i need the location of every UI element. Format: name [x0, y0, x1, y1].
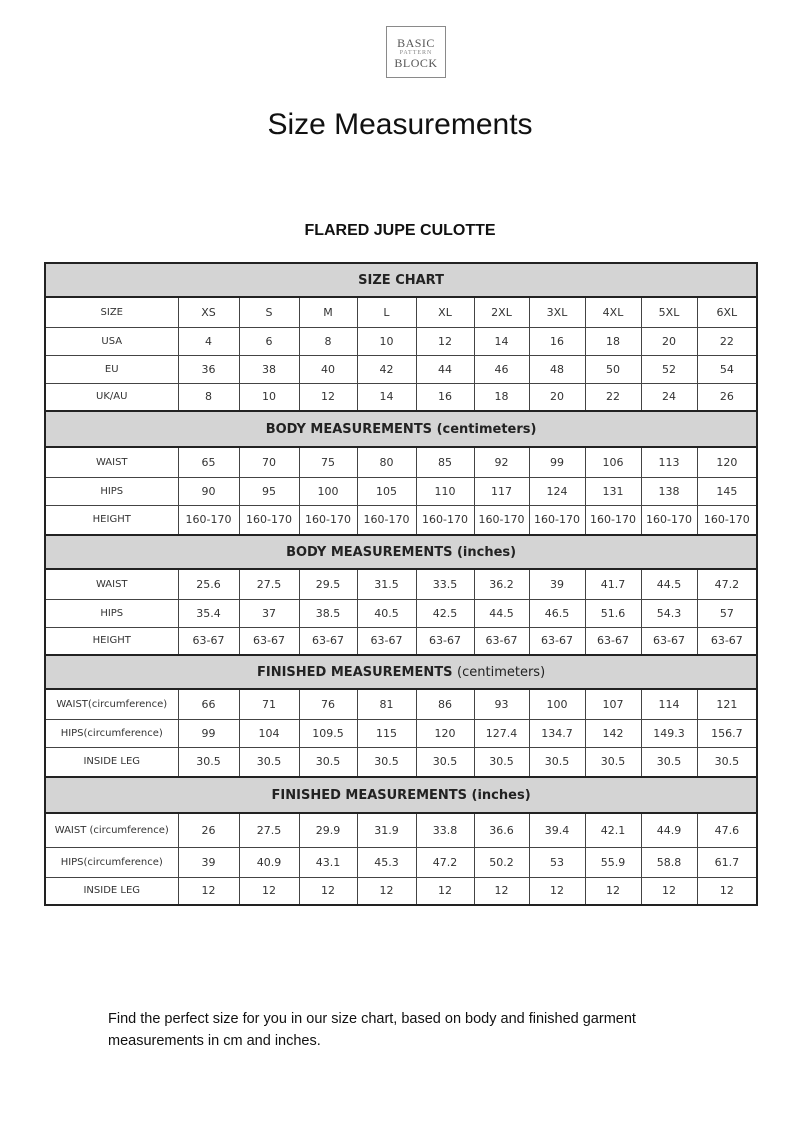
- value-cell: 47.2: [416, 847, 474, 877]
- value-cell: 51.6: [585, 599, 641, 627]
- value-cell: 50: [585, 355, 641, 383]
- row-label-cell: USA: [45, 327, 178, 355]
- value-cell: 54.3: [641, 599, 697, 627]
- row-label-cell: HIPS(circumference): [45, 719, 178, 747]
- value-cell: 107: [585, 689, 641, 719]
- value-cell: 10: [239, 383, 299, 411]
- value-cell: 92: [474, 447, 529, 477]
- value-cell: 26: [697, 383, 757, 411]
- value-cell: 31.5: [357, 569, 416, 599]
- value-cell: 61.7: [697, 847, 757, 877]
- value-cell: 71: [239, 689, 299, 719]
- value-cell: 12: [697, 877, 757, 905]
- value-cell: 121: [697, 689, 757, 719]
- value-cell: 12: [357, 877, 416, 905]
- value-cell: 30.5: [178, 747, 239, 777]
- value-cell: 145: [697, 477, 757, 505]
- value-cell: 58.8: [641, 847, 697, 877]
- value-cell: 55.9: [585, 847, 641, 877]
- value-cell: 138: [641, 477, 697, 505]
- section-title: [45, 655, 757, 689]
- value-cell: 35.4: [178, 599, 239, 627]
- value-cell: 131: [585, 477, 641, 505]
- value-cell: 160-170: [641, 505, 697, 535]
- value-cell: 90: [178, 477, 239, 505]
- footnote-text: Find the perfect size for you in our size chart, based on body and finished garment measurements in cm and inches.: [108, 1011, 636, 1049]
- value-cell: 47.2: [697, 569, 757, 599]
- value-cell: 93: [474, 689, 529, 719]
- value-cell: 22: [585, 383, 641, 411]
- section-header-body-in: [45, 535, 757, 569]
- value-cell: 16: [529, 327, 585, 355]
- value-cell: 46.5: [529, 599, 585, 627]
- value-cell: 99: [529, 447, 585, 477]
- value-cell: 63-67: [474, 627, 529, 655]
- value-cell: 160-170: [357, 505, 416, 535]
- value-cell: 5XL: [641, 297, 697, 327]
- value-cell: 36: [178, 355, 239, 383]
- value-cell: 44.5: [474, 599, 529, 627]
- row-label-cell: WAIST: [45, 569, 178, 599]
- value-cell: 76: [299, 689, 357, 719]
- value-cell: 63-67: [178, 627, 239, 655]
- value-cell: 63-67: [529, 627, 585, 655]
- table-row: [45, 847, 757, 877]
- value-cell: 10: [357, 327, 416, 355]
- value-cell: 40.5: [357, 599, 416, 627]
- row-label-cell: WAIST (circumference): [45, 813, 178, 847]
- value-cell: 44.5: [641, 569, 697, 599]
- brand-logo: [386, 26, 446, 78]
- value-cell: 39: [529, 569, 585, 599]
- value-cell: 24: [641, 383, 697, 411]
- value-cell: 63-67: [585, 627, 641, 655]
- value-cell: 42.5: [416, 599, 474, 627]
- value-cell: 53: [529, 847, 585, 877]
- value-cell: 30.5: [529, 747, 585, 777]
- value-cell: 54: [697, 355, 757, 383]
- value-cell: 30.5: [299, 747, 357, 777]
- value-cell: 63-67: [416, 627, 474, 655]
- value-cell: 14: [357, 383, 416, 411]
- value-cell: 160-170: [178, 505, 239, 535]
- value-cell: 127.4: [474, 719, 529, 747]
- value-cell: 25.6: [178, 569, 239, 599]
- row-label-cell: INSIDE LEG: [45, 877, 178, 905]
- table-row: [45, 599, 757, 627]
- value-cell: 50.2: [474, 847, 529, 877]
- value-cell: 80: [357, 447, 416, 477]
- value-cell: M: [299, 297, 357, 327]
- value-cell: 27.5: [239, 569, 299, 599]
- value-cell: 95: [239, 477, 299, 505]
- value-cell: 109.5: [299, 719, 357, 747]
- section-title-text: FINISHED MEASUREMENTS: [257, 664, 453, 680]
- value-cell: 18: [474, 383, 529, 411]
- value-cell: 63-67: [357, 627, 416, 655]
- value-cell: 40: [299, 355, 357, 383]
- value-cell: 57: [697, 599, 757, 627]
- value-cell: 117: [474, 477, 529, 505]
- value-cell: 30.5: [697, 747, 757, 777]
- value-cell: 12: [178, 877, 239, 905]
- value-cell: 142: [585, 719, 641, 747]
- product-title: FLARED JUPE CULOTTE: [304, 222, 496, 239]
- value-cell: 12: [416, 327, 474, 355]
- row-label-cell: WAIST(circumference): [45, 689, 178, 719]
- value-cell: 105: [357, 477, 416, 505]
- value-cell: 160-170: [299, 505, 357, 535]
- value-cell: 99: [178, 719, 239, 747]
- size-measurements-table: [44, 262, 758, 906]
- value-cell: 134.7: [529, 719, 585, 747]
- value-cell: 30.5: [416, 747, 474, 777]
- value-cell: 149.3: [641, 719, 697, 747]
- value-cell: 29.9: [299, 813, 357, 847]
- value-cell: 63-67: [697, 627, 757, 655]
- value-cell: 160-170: [416, 505, 474, 535]
- value-cell: 75: [299, 447, 357, 477]
- value-cell: 38.5: [299, 599, 357, 627]
- value-cell: 100: [529, 689, 585, 719]
- table-row: [45, 477, 757, 505]
- value-cell: 8: [178, 383, 239, 411]
- value-cell: 12: [239, 877, 299, 905]
- table-row: [45, 297, 757, 327]
- value-cell: 22: [697, 327, 757, 355]
- value-cell: 12: [299, 383, 357, 411]
- table-row: [45, 447, 757, 477]
- row-label-cell: HIPS: [45, 477, 178, 505]
- row-label-cell: INSIDE LEG: [45, 747, 178, 777]
- page-title: Size Measurements: [267, 108, 533, 141]
- value-cell: 120: [697, 447, 757, 477]
- value-cell: 8: [299, 327, 357, 355]
- section-header-size-chart: [45, 263, 757, 297]
- value-cell: 86: [416, 689, 474, 719]
- value-cell: 4XL: [585, 297, 641, 327]
- logo-line-2: PATTERN: [399, 50, 433, 56]
- value-cell: 100: [299, 477, 357, 505]
- value-cell: XS: [178, 297, 239, 327]
- value-cell: 48: [529, 355, 585, 383]
- value-cell: 27.5: [239, 813, 299, 847]
- row-label-cell: EU: [45, 355, 178, 383]
- value-cell: 113: [641, 447, 697, 477]
- value-cell: 66: [178, 689, 239, 719]
- table-row: [45, 877, 757, 905]
- value-cell: XL: [416, 297, 474, 327]
- value-cell: 3XL: [529, 297, 585, 327]
- value-cell: 44: [416, 355, 474, 383]
- value-cell: 29.5: [299, 569, 357, 599]
- value-cell: 31.9: [357, 813, 416, 847]
- section-title-unit: (centimeters): [457, 664, 546, 680]
- table-row: [45, 327, 757, 355]
- value-cell: 42: [357, 355, 416, 383]
- section-title-text: FINISHED MEASUREMENTS (inches): [271, 787, 531, 803]
- value-cell: 63-67: [641, 627, 697, 655]
- value-cell: 6XL: [697, 297, 757, 327]
- value-cell: 37: [239, 599, 299, 627]
- section-header-finished-cm: [45, 655, 757, 689]
- value-cell: 39.4: [529, 813, 585, 847]
- value-cell: 16: [416, 383, 474, 411]
- table-row: [45, 689, 757, 719]
- value-cell: 4: [178, 327, 239, 355]
- row-label-cell: SIZE: [45, 297, 178, 327]
- value-cell: 12: [585, 877, 641, 905]
- value-cell: 12: [529, 877, 585, 905]
- value-cell: 160-170: [529, 505, 585, 535]
- value-cell: 124: [529, 477, 585, 505]
- value-cell: 39: [178, 847, 239, 877]
- logo-line-3: BLOCK: [394, 56, 438, 70]
- section-header-finished-in: [45, 777, 757, 813]
- table-row: [45, 383, 757, 411]
- row-label-cell: WAIST: [45, 447, 178, 477]
- value-cell: 18: [585, 327, 641, 355]
- value-cell: 41.7: [585, 569, 641, 599]
- table-row: [45, 505, 757, 535]
- value-cell: 36.2: [474, 569, 529, 599]
- section-title-text: SIZE CHART: [358, 272, 444, 288]
- value-cell: 120: [416, 719, 474, 747]
- value-cell: 70: [239, 447, 299, 477]
- value-cell: 42.1: [585, 813, 641, 847]
- value-cell: 12: [641, 877, 697, 905]
- value-cell: 106: [585, 447, 641, 477]
- value-cell: 30.5: [641, 747, 697, 777]
- value-cell: 30.5: [239, 747, 299, 777]
- value-cell: 44.9: [641, 813, 697, 847]
- value-cell: L: [357, 297, 416, 327]
- section-header-body-cm: [45, 411, 757, 447]
- value-cell: 6: [239, 327, 299, 355]
- value-cell: 115: [357, 719, 416, 747]
- value-cell: 45.3: [357, 847, 416, 877]
- value-cell: 12: [416, 877, 474, 905]
- value-cell: 12: [299, 877, 357, 905]
- value-cell: 160-170: [474, 505, 529, 535]
- value-cell: 160-170: [585, 505, 641, 535]
- value-cell: 160-170: [239, 505, 299, 535]
- value-cell: 104: [239, 719, 299, 747]
- value-cell: 160-170: [697, 505, 757, 535]
- table-row: [45, 355, 757, 383]
- value-cell: 26: [178, 813, 239, 847]
- row-label-cell: HIPS: [45, 599, 178, 627]
- table-row: [45, 813, 757, 847]
- value-cell: 63-67: [299, 627, 357, 655]
- value-cell: 14: [474, 327, 529, 355]
- value-cell: 114: [641, 689, 697, 719]
- value-cell: 47.6: [697, 813, 757, 847]
- row-label-cell: UK/AU: [45, 383, 178, 411]
- value-cell: 63-67: [239, 627, 299, 655]
- value-cell: 30.5: [357, 747, 416, 777]
- row-label-cell: HIPS(circumference): [45, 847, 178, 877]
- value-cell: 40.9: [239, 847, 299, 877]
- value-cell: 36.6: [474, 813, 529, 847]
- table-row: [45, 747, 757, 777]
- value-cell: 2XL: [474, 297, 529, 327]
- value-cell: 33.8: [416, 813, 474, 847]
- value-cell: 43.1: [299, 847, 357, 877]
- section-title: [45, 411, 757, 447]
- value-cell: 20: [641, 327, 697, 355]
- value-cell: 20: [529, 383, 585, 411]
- section-title-text: BODY MEASUREMENTS (centimeters): [265, 421, 537, 437]
- value-cell: 65: [178, 447, 239, 477]
- value-cell: 12: [474, 877, 529, 905]
- value-cell: 110: [416, 477, 474, 505]
- value-cell: 30.5: [585, 747, 641, 777]
- value-cell: S: [239, 297, 299, 327]
- row-label-cell: HEIGHT: [45, 505, 178, 535]
- value-cell: 33.5: [416, 569, 474, 599]
- value-cell: 52: [641, 355, 697, 383]
- value-cell: 81: [357, 689, 416, 719]
- value-cell: 156.7: [697, 719, 757, 747]
- section-title-text: BODY MEASUREMENTS (inches): [286, 544, 517, 560]
- row-label-cell: HEIGHT: [45, 627, 178, 655]
- table-row: [45, 569, 757, 599]
- value-cell: 46: [474, 355, 529, 383]
- section-title: [45, 777, 757, 813]
- logo-line-1: BASIC: [397, 36, 435, 50]
- value-cell: 85: [416, 447, 474, 477]
- table-row: [45, 719, 757, 747]
- section-title: [45, 535, 757, 569]
- section-title: [45, 263, 757, 297]
- table-row: [45, 627, 757, 655]
- value-cell: 30.5: [474, 747, 529, 777]
- value-cell: 38: [239, 355, 299, 383]
